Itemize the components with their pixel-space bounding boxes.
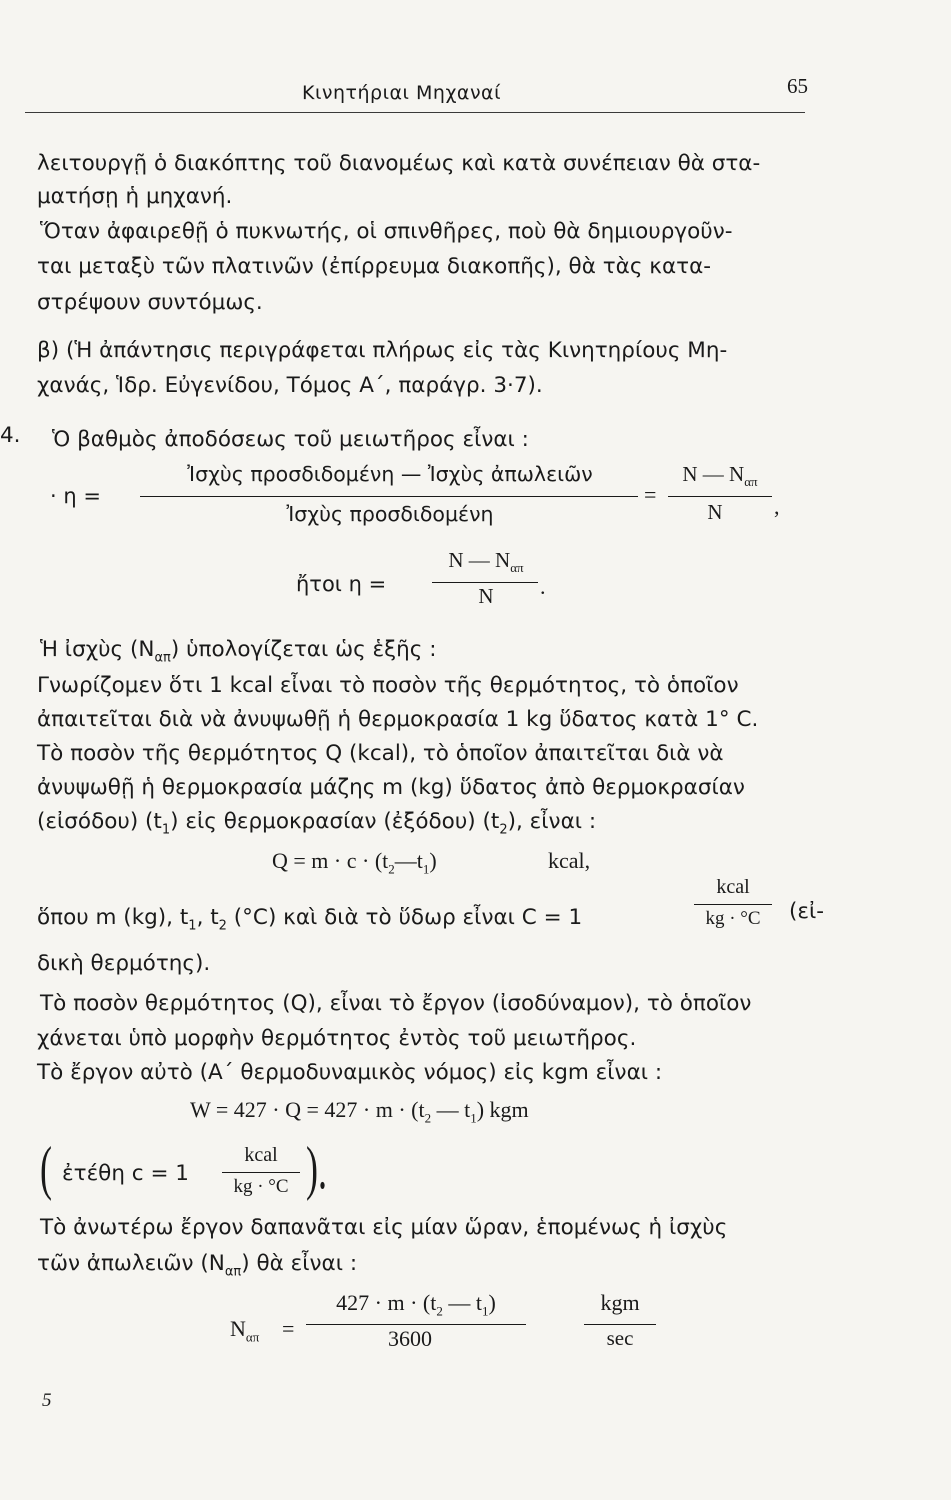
fraction-numerator: N — $N_{\alpha\pi}$ [682,462,758,490]
text-line: Ὅταν ἀφαιρεθῇ ὁ πυκνωτής, οἱ σπινθῆρες, ποὺ θὰ δημιουργοῦν- [40,219,733,244]
text-line: ματήσῃ ἡ μηχανή. [37,184,233,209]
itoi-label: ἤτοι η = [296,572,387,596]
comma: , [774,494,780,519]
eta-prefix: · η = [50,484,101,508]
page-header [0,74,951,114]
text-line: λειτουργῇ ὁ διακόπτης τοῦ διανομέως καὶ κατὰ συνέπειαν θὰ στα- [37,151,761,176]
text-line: Τὸ ἔργον αὐτὸ (Α΄ θερμοδυναμικὸς νόμος) εἰς kgm εἶναι : [37,1060,663,1085]
fraction-denominator: kg · °C [705,908,761,929]
fraction-bar [694,904,772,905]
equals-sign: = [282,1316,295,1341]
fraction-numerator: kcal [716,876,750,898]
text-line: ἐτέθη c = 1 [62,1161,189,1186]
fraction-denominator: Ἰσχὺς προσδιδομένη [286,502,494,526]
fraction-denominator: N [707,500,723,524]
unit-numerator: kgm [600,1290,640,1315]
fraction-numerator: Ἰσχὺς προσδιδομένη — Ἰσχὺς ἀπωλειῶν [187,462,593,486]
equals-sign: = [644,482,657,507]
text-line: β) (Ἡ ἀπάντησις περιγράφεται πλήρως εἰς τὰς Κινητηρίους Μη- [37,338,728,363]
work-equation: $W = 427 \cdot Q = 427 \cdot m \cdot (t_2$ — $t_1$) kgm [190,1097,529,1126]
text-line: (εἰ- [789,899,825,924]
text-line: Γνωρίζομεν ὅτι 1 kcal εἶναι τὸ ποσὸν τῆς θερμότητος, τὸ ὁποῖον [37,673,739,698]
running-title: Κινητήριαι Μηχαναί [302,82,502,104]
text-line: (εἰσόδου) $(t_1)$ εἰς θερμοκρασίαν (ἐξόδου) $(t_2)$, εἶναι : [37,809,597,838]
fraction-bar [140,496,638,497]
text-line: χανάς, Ἱδρ. Εὐγενίδου, Τόμος Α΄, παράγρ. 3·7). [37,373,543,398]
unit-denominator: sec [606,1326,634,1350]
text-line: ἀπαιτεῖται διὰ νὰ ἀνυψωθῇ ἡ θερμοκρασία 1 kg ὕδατος κατὰ 1° C. [37,707,759,732]
heat-equation: $Q = m \cdot c \cdot (t_2—t_1)$ [272,848,437,877]
text-line: χάνεται ὑπὸ μορφὴν θερμότητος ἐντὸς τοῦ μειωτῆρος. [37,1026,637,1051]
period: . [540,574,546,599]
fraction-numerator: $427 \cdot m \cdot (t_2$ — $t_1$) [336,1290,496,1319]
loss-power-symbol: $N_{\alpha\pi}$ [230,1316,260,1345]
text-line: στρέψουν συντόμως. [37,290,263,315]
paren-close: ). [306,1135,327,1201]
fraction-bar [668,496,772,497]
fraction-bar [432,582,538,583]
fraction-denominator: N [478,584,494,608]
text-line: Τὸ ἀνωτέρω ἔργον δαπανᾶται εἰς μίαν ὥραν, ἑπομένως ἡ ἰσχὺς [40,1215,728,1240]
heat-unit: kcal, [548,848,591,873]
fraction-numerator: kcal [244,1144,278,1166]
fraction-bar [584,1324,656,1325]
header-rule [25,112,805,113]
fraction-numerator: N — $N_{\alpha\pi}$ [448,548,524,576]
text-line: δικὴ θερμότης). [37,951,211,976]
signature-mark: 5 [42,1390,52,1411]
fraction-denominator: kg · °C [233,1176,289,1197]
text-line: Ὁ βαθμὸς ἀποδόσεως τοῦ μειωτῆρος εἶναι : [52,427,529,452]
text-line: Τὸ ποσὸν θερμότητος (Q), εἶναι τὸ ἔργον (ἰσοδύναμον), τὸ ὁποῖον [40,991,752,1016]
paren-open: ( [40,1135,52,1201]
text-line: ται μεταξὺ τῶν πλατινῶν (ἐπίρρευμα διακοπῆς), θὰ τὰς κατα- [37,254,712,279]
fraction-denominator: 3600 [388,1326,432,1351]
fraction-bar [306,1324,526,1325]
fraction-bar [222,1172,300,1173]
text-line: Τὸ ποσὸν τῆς θερμότητος Q (kcal), τὸ ὁποῖον ἀπαιτεῖται διὰ νὰ [37,741,724,766]
text-line: ὅπου m (kg), $t_1$, $t_2$ (°C) καὶ διὰ τὸ ὕδωρ εἶναι C = 1 [37,905,583,934]
text-line: Ἡ ἰσχὺς $(N_{\alpha\pi})$ ὑπολογίζεται ὡς ἑξῆς : [40,637,437,666]
text-line: ἀνυψωθῇ ἡ θερμοκρασία μάζης m (kg) ὕδατος ἀπὸ θερμοκρασίαν [37,775,745,800]
text-line: τῶν ἀπωλειῶν $(N_{\alpha\pi})$ θὰ εἶναι : [37,1251,358,1280]
page-number: 65 [787,74,808,98]
item-number: 4. [0,423,21,448]
